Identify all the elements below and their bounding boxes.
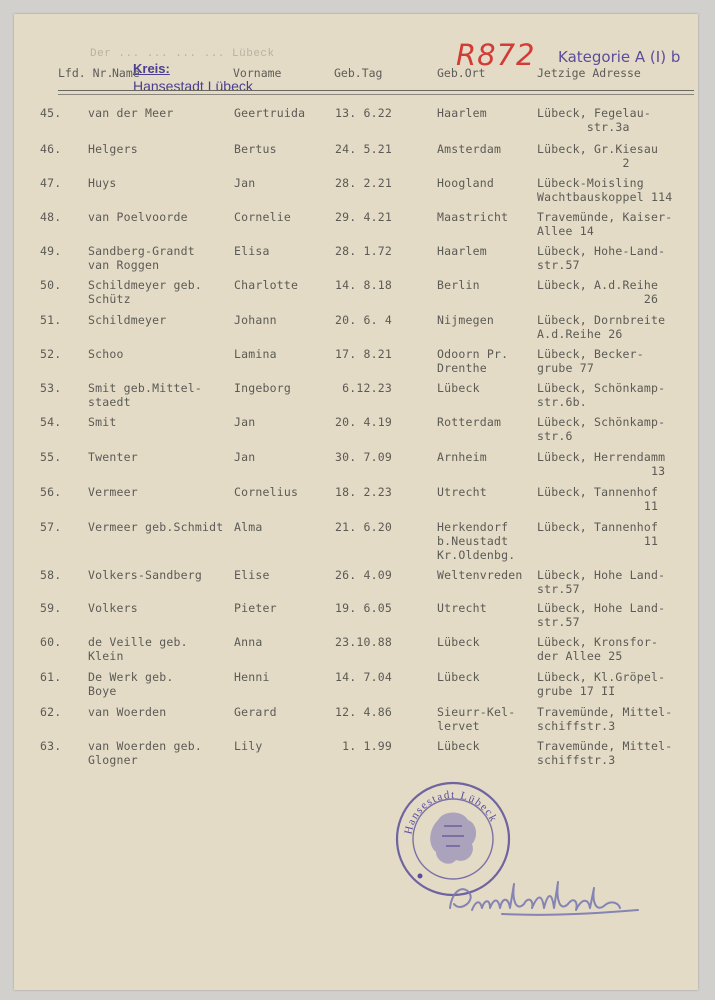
entry-address: Lübeck, Kronsfor- der Allee 25 [537,635,659,663]
entry-address: Lübeck-Moisling Wachtbauskoppel 114 [537,176,673,204]
entry-birth-date: 18. 2.23 [335,485,392,499]
entry-vorname: Cornelius [234,485,299,499]
entry-birth-date: 30. 7.09 [335,450,392,464]
entry-birthplace: Haarlem [437,244,487,258]
entry-number: 62. [40,705,62,719]
entry-birthplace: Arnheim [437,450,487,464]
entry-birth-date: 17. 8.21 [335,347,392,361]
header-rule [58,90,694,91]
entry-name: van Woerden geb. Glogner [88,739,202,767]
entry-birthplace: Hoogland [437,176,494,190]
entry-birth-date: 19. 6.05 [335,601,392,615]
entry-birth-date: 20. 4.19 [335,415,392,429]
entry-name: Twenter [88,450,138,464]
header-rule-2 [58,94,694,95]
entry-address: Lübeck, Schönkamp- str.6b. [537,381,666,409]
entry-address: Lübeck, Tannenhof 11 [537,520,659,548]
entry-birthplace: Amsterdam [437,142,502,156]
entry-number: 54. [40,415,62,429]
entry-vorname: Pieter [234,601,277,615]
entry-address: Lübeck, Tannenhof 11 [537,485,659,513]
entry-vorname: Elise [234,568,270,582]
header-gebtag: Geb.Tag [334,66,383,80]
seal-text: Hansestadt Lübeck [402,788,500,836]
entry-birthplace: Berlin [437,278,480,292]
entry-birth-date: 29. 4.21 [335,210,392,224]
entry-name: de Veille geb. Klein [88,635,188,663]
entry-vorname: Henni [234,670,270,684]
entry-address: Lübeck, Herrendamm 13 [537,450,666,478]
entry-number: 53. [40,381,62,395]
entry-birth-date: 6.12.23 [335,381,392,395]
entry-address: Travemünde, Mittel- schiffstr.3 [537,705,673,733]
entry-name: Schildmeyer [88,313,167,327]
entry-birth-date: 14. 8.18 [335,278,392,292]
entry-birth-date: 28. 2.21 [335,176,392,190]
entry-address: Travemünde, Mittel- schiffstr.3 [537,739,673,767]
entry-number: 52. [40,347,62,361]
entry-vorname: Charlotte [234,278,299,292]
entry-vorname: Ingeborg [234,381,291,395]
entry-birthplace: Lübeck [437,635,480,649]
entry-birthplace: Maastricht [437,210,509,224]
entry-birthplace: Herkendorf b.Neustadt Kr.Oldenbg. [437,520,516,562]
entry-birth-date: 14. 7.04 [335,670,392,684]
entry-vorname: Alma [234,520,263,534]
header-nr: Lfd. Nr. [58,66,114,80]
entry-name: van Poelvoorde [88,210,188,224]
entry-name: Sandberg-Grandt van Roggen [88,244,195,272]
entry-vorname: Gerard [234,705,277,719]
entry-number: 57. [40,520,62,534]
entry-birth-date: 21. 6.20 [335,520,392,534]
entry-name: Smit geb.Mittel- staedt [88,381,202,409]
entry-address: Travemünde, Kaiser- Allee 14 [537,210,673,238]
entry-number: 58. [40,568,62,582]
header-vorname: Vorname [233,66,282,80]
entry-birthplace: Utrecht [437,485,487,499]
entry-number: 49. [40,244,62,258]
entry-number: 51. [40,313,62,327]
entry-birthplace: Haarlem [437,106,487,120]
entry-vorname: Lamina [234,347,277,361]
entry-number: 59. [40,601,62,615]
entry-name: Vermeer geb.Schmidt [88,520,224,534]
entry-vorname: Johann [234,313,277,327]
entry-address: Lübeck, Hohe Land- str.57 [537,568,666,596]
entry-address: Lübeck, Fegelau- str.3a [537,106,651,134]
entry-birth-date: 20. 6. 4 [335,313,392,327]
entry-name: Huys [88,176,117,190]
entry-number: 55. [40,450,62,464]
entry-vorname: Lily [234,739,263,753]
entry-vorname: Cornelie [234,210,291,224]
entry-birth-date: 13. 6.22 [335,106,392,120]
category-stamp: Kategorie A (I) b [558,48,681,66]
entry-vorname: Geertruida [234,106,306,120]
reference-number: R872 [456,38,536,72]
entry-number: 50. [40,278,62,292]
faded-heading: Der ... ... ... ... Lübeck [90,48,275,60]
entry-birthplace: Lübeck [437,670,480,684]
entry-vorname: Jan [234,450,256,464]
entry-address: Lübeck, Dornbreite A.d.Reihe 26 [537,313,666,341]
entry-address: Lübeck, Hohe Land- str.57 [537,601,666,629]
entry-birth-date: 26. 4.09 [335,568,392,582]
entry-number: 45. [40,106,62,120]
entry-name: De Werk geb. Boye [88,670,174,698]
entry-name: Schildmeyer geb. Schütz [88,278,202,306]
entry-name: Vermeer [88,485,138,499]
entry-name: Volkers [88,601,138,615]
header-adresse: Jetzige Adresse [537,66,641,80]
entry-name: van Woerden [88,705,167,719]
entry-address: Lübeck, Becker- grube 77 [537,347,644,375]
entry-vorname: Elisa [234,244,270,258]
entry-birth-date: 23.10.88 [335,635,392,649]
entry-name: van der Meer [88,106,174,120]
entry-number: 47. [40,176,62,190]
entry-birthplace: Odoorn Pr. Drenthe [437,347,509,375]
entry-birthplace: Lübeck [437,739,480,753]
entry-address: Lübeck, Schönkamp- str.6 [537,415,666,443]
entry-address: Lübeck, A.d.Reihe 26 [537,278,659,306]
handwritten-signature [442,864,666,924]
entry-name: Schoo [88,347,124,361]
header-name: Name [112,66,140,80]
entry-address: Lübeck, Kl.Gröpel- grube 17 II [537,670,666,698]
entry-name: Smit [88,415,117,429]
entry-birthplace: Rotterdam [437,415,502,429]
entry-number: 60. [40,635,62,649]
entry-name: Helgers [88,142,138,156]
entry-birth-date: 12. 4.86 [335,705,392,719]
entry-number: 48. [40,210,62,224]
entry-birthplace: Sieurr-Kel- lervet [437,705,516,733]
entry-birth-date: 28. 1.72 [335,244,392,258]
entry-birthplace: Weltenvreden [437,568,523,582]
header-gebort: Geb.Ort [437,66,486,80]
entry-vorname: Jan [234,415,256,429]
entry-birthplace: Utrecht [437,601,487,615]
entry-birth-date: 24. 5.21 [335,142,392,156]
entry-vorname: Anna [234,635,263,649]
kreis-stamp-name: Hansestadt Lübeck [133,78,253,94]
entry-vorname: Bertus [234,142,277,156]
entry-birthplace: Lübeck [437,381,480,395]
entry-birth-date: 1. 1.99 [335,739,392,753]
entry-name: Volkers-Sandberg [88,568,202,582]
entry-address: Lübeck, Hohe-Land- str.57 [537,244,666,272]
entry-address: Lübeck, Gr.Kiesau 2 [537,142,659,170]
entry-birthplace: Nijmegen [437,313,494,327]
entry-number: 46. [40,142,62,156]
entry-number: 61. [40,670,62,684]
kreis-stamp-label: Kreis: [133,61,170,76]
entry-number: 56. [40,485,62,499]
entry-vorname: Jan [234,176,256,190]
entry-number: 63. [40,739,62,753]
